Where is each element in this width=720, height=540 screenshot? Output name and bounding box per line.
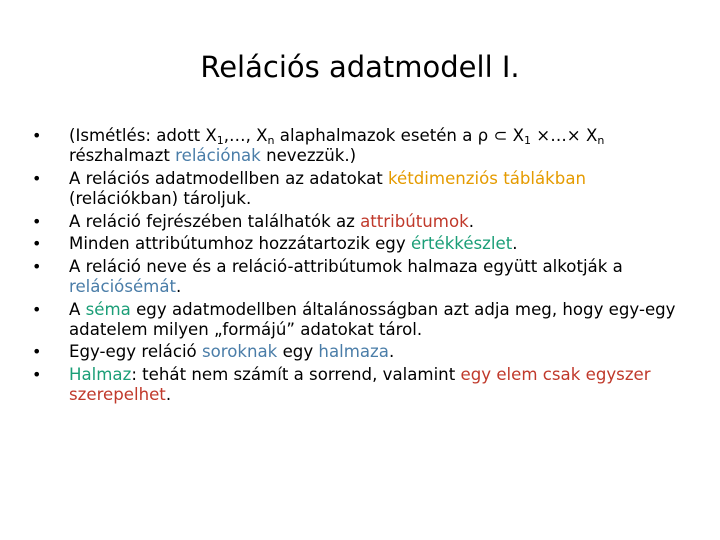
highlight-term: halmaza [318, 342, 389, 362]
bullet-item [32, 365, 692, 405]
bullet-text: Minden attribútumhoz hozzátartozik egy [69, 234, 411, 254]
bullet-text: . [468, 211, 475, 231]
bullet-text: A [69, 299, 86, 319]
bullet-icon: • [32, 126, 42, 145]
highlight-term: Halmaz [69, 364, 132, 384]
bullet-icon: • [32, 364, 42, 384]
bullet-text: (relációkban) tároljuk. [69, 189, 252, 208]
slide-title: Relációs adatmodell I. [200, 50, 520, 84]
bullet-icon: • [32, 168, 42, 188]
bullet-text: : tehát nem számít a sorrend, valamint [131, 364, 461, 384]
bullet-icon: • [32, 211, 42, 231]
highlight-term: értékkészlet [410, 234, 513, 254]
bullet-text: Egy-egy reláció [69, 342, 202, 362]
bullet-item [32, 126, 692, 166]
bullet-item [32, 212, 692, 232]
bullet-text: ,…, X [223, 126, 268, 145]
subscript: n [267, 134, 275, 147]
bullet-text: A relációs adatmodellben az adatokat [69, 168, 389, 188]
bullet-item [32, 257, 692, 297]
bullet-text: egy [277, 342, 319, 362]
highlight-term: egy elem csak egyszer szerepelhet [69, 364, 651, 405]
bullet-list [32, 126, 692, 408]
bullet-text: alaphalmazok esetén a ρ ⊂ X [274, 126, 525, 145]
bullet-text: (Ismétlés: adott X [69, 126, 217, 145]
subscript: 1 [216, 134, 224, 147]
bullet-icon: • [32, 299, 42, 319]
highlight-term: relációnak [175, 146, 261, 166]
bullet-text: . [388, 342, 395, 362]
bullet-item [32, 300, 692, 340]
bullet-text: . [512, 234, 518, 254]
bullet-text: . [176, 276, 182, 296]
bullet-text: . [165, 385, 172, 405]
bullet-text: ×…× X [531, 126, 598, 145]
highlight-term: relációsémát [69, 276, 177, 296]
bullet-icon: • [32, 256, 42, 276]
bullet-item [32, 234, 692, 254]
bullet-text: A reláció neve és a reláció-attribútumok halmaza együtt alkotják a [69, 256, 623, 276]
bullet-icon: • [32, 234, 42, 254]
bullet-icon: • [32, 342, 42, 362]
bullet-text: egy adatmodellben általánosságban azt adja meg, hogy egy-egy adatelem milyen „formájú” adatokat tárol. [69, 299, 676, 339]
highlight-term: soroknak [201, 342, 278, 362]
subscript: 1 [524, 134, 532, 147]
highlight-term: kétdimenziós táblákban [388, 168, 587, 188]
subscript: n [597, 134, 605, 147]
highlight-term: attribútumok [360, 211, 469, 231]
bullet-item [32, 169, 692, 209]
bullet-item [32, 342, 692, 362]
bullet-text: nevezzük.) [260, 146, 357, 166]
bullet-text: A reláció fejrészében találhatók az [69, 211, 361, 231]
highlight-term: séma [85, 299, 131, 319]
bullet-text: részhalmazt [69, 146, 176, 166]
